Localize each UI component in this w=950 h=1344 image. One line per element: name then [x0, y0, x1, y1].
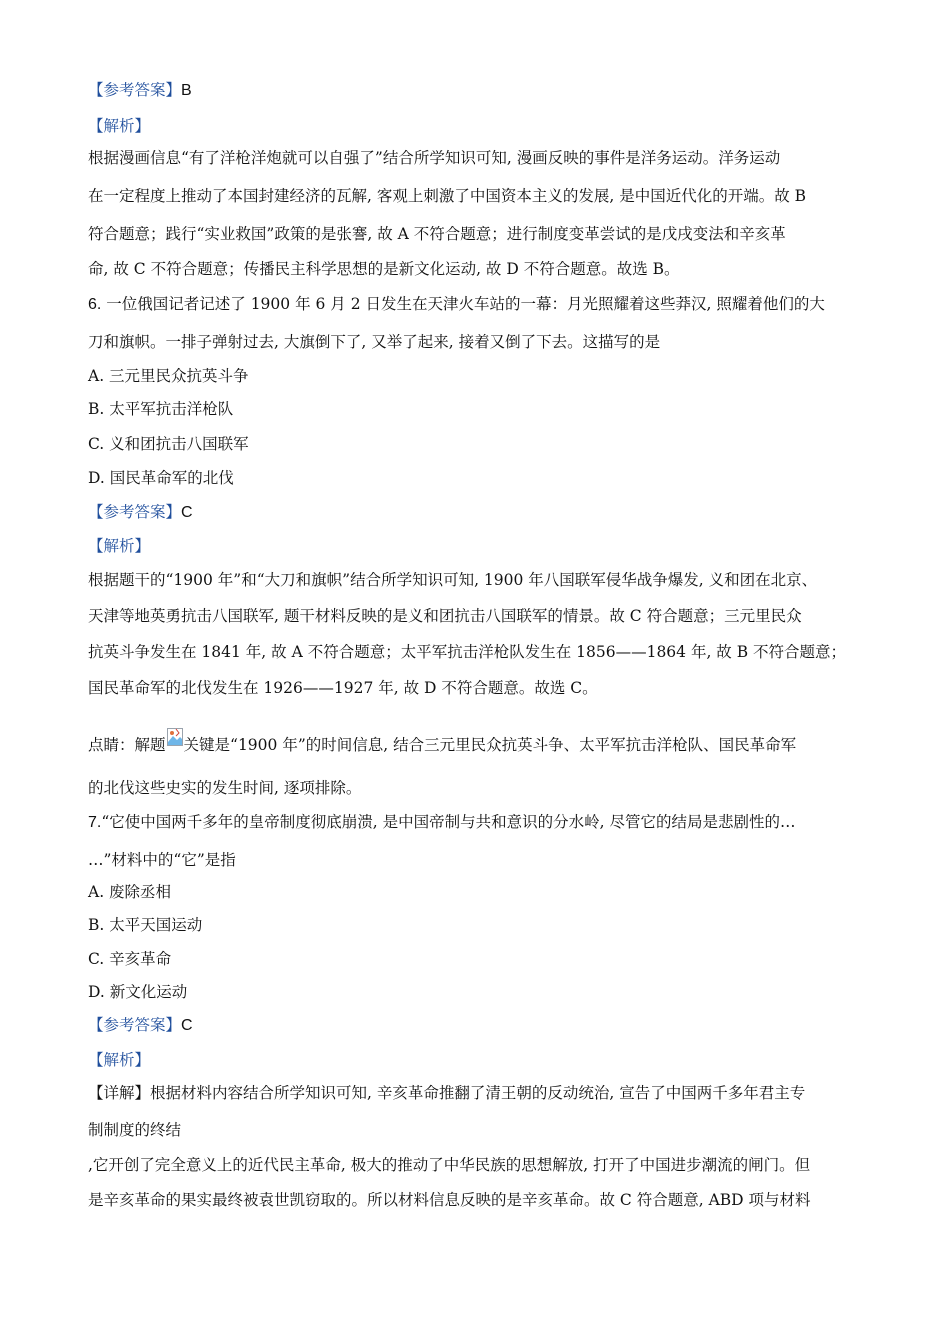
q5-answer-line	[88, 80, 878, 101]
q7-answer-line	[88, 1015, 878, 1036]
answer-tag: 【参考答案】	[88, 1016, 182, 1034]
q5-analysis-line: 命, 故 C 不符合题意；传播民主科学思想的是新文化运动, 故 D 不符合题意。故选 B。	[88, 260, 680, 278]
q7-option: A. 废除丞相	[88, 883, 172, 901]
q7-stem-text: “它使中国两千多年的皇帝制度彻底崩溃, 是中国帝制与共和意识的分水岭, 尽管它的结局是悲剧性的…	[101, 813, 796, 831]
q6-stem-text: 一位俄国记者记述了 1900 年 6 月 2 日发生在天津火车站的一幕：月光照耀着这些莽汉, 照耀着他们的大	[101, 295, 825, 313]
q6-answer-line	[88, 502, 878, 523]
q5-analysis-line: 根据漫画信息“有了洋枪洋炮就可以自强了”结合所学知识可知, 漫画反映的事件是洋务运动。洋务运动	[88, 149, 781, 167]
q7-analysis-tag: 【解析】	[88, 1051, 151, 1069]
note-text: 点睛：解题	[88, 736, 166, 754]
q6-stem-line: 刀和旗帜。一排子弹射过去, 大旗倒下了, 又举了起来, 接着又倒了下去。这描写的是	[88, 333, 661, 351]
question-number: 6.	[88, 296, 102, 313]
q6-note-line: 的北伐这些史实的发生时间, 逐项排除。	[88, 779, 362, 797]
q6-stem-line	[88, 294, 878, 315]
q7-detail-line: 【详解】根据材料内容结合所学知识可知, 辛亥革命推翻了清王朝的反动统治, 宣告了中国两千多年君主专	[88, 1084, 806, 1102]
answer-value: C	[181, 1017, 193, 1034]
answer-value: B	[181, 82, 192, 99]
q7-detail-line: 是辛亥革命的果实最终被袁世凯窃取的。所以材料信息反映的是辛亥革命。故 C 符合题意, ABD 项与材料	[88, 1191, 811, 1209]
q6-option: B. 太平军抗击洋枪队	[88, 400, 234, 418]
q7-option: C. 辛亥革命	[88, 950, 172, 968]
q7-detail-line: ,它开创了完全意义上的近代民主革命, 极大的推动了中华民族的思想解放, 打开了中国进步潮流的闸门。但	[88, 1156, 811, 1174]
q6-option: A. 三元里民众抗英斗争	[88, 367, 249, 385]
answer-value: C	[181, 504, 193, 521]
q7-stem-line: …”材料中的“它”是指	[88, 851, 236, 869]
q7-detail-line: 制制度的终结	[88, 1121, 182, 1139]
note-text: 关键是“1900 年”的时间信息, 结合三元里民众抗英斗争、太平军抗击洋枪队、国民革命军	[183, 736, 797, 754]
q5-analysis-line: 符合题意；践行“实业救国”政策的是张謇, 故 A 不符合题意；进行制度变革尝试的是戊戌变法和辛亥革	[88, 225, 786, 243]
q6-note-line	[88, 728, 878, 755]
q7-stem-line	[88, 812, 878, 833]
answer-tag: 【参考答案】	[88, 503, 182, 521]
q6-option: C. 义和团抗击八国联军	[88, 435, 249, 453]
q5-analysis-line: 在一定程度上推动了本国封建经济的瓦解, 客观上刺激了中国资本主义的发展, 是中国近代化的开端。故 B	[88, 187, 807, 205]
q6-analysis-line: 抗英斗争发生在 1841 年, 故 A 不符合题意；太平军抗击洋枪队发生在 1856——1864 年, 故 B 不符合题意；	[88, 643, 847, 661]
q6-analysis-line: 国民革命军的北伐发生在 1926——1927 年, 故 D 不符合题意。故选 C。	[88, 679, 598, 697]
q7-option: D. 新文化运动	[88, 983, 188, 1001]
q6-analysis-tag: 【解析】	[88, 537, 151, 555]
broken-image-icon	[167, 728, 183, 746]
q6-analysis-line: 天津等地英勇抗击八国联军, 题干材料反映的是义和团抗击八国联军的情景。故 C 符合题意；三元里民众	[88, 607, 802, 625]
q6-analysis-line: 根据题干的“1900 年”和“大刀和旗帜”结合所学知识可知, 1900 年八国联军侵华战争爆发, 义和团在北京、	[88, 571, 818, 589]
answer-tag: 【参考答案】	[88, 81, 182, 99]
question-number: 7.	[88, 814, 102, 831]
q5-analysis-tag: 【解析】	[88, 117, 151, 135]
q6-option: D. 国民革命军的北伐	[88, 469, 234, 487]
q7-option: B. 太平天国运动	[88, 916, 203, 934]
